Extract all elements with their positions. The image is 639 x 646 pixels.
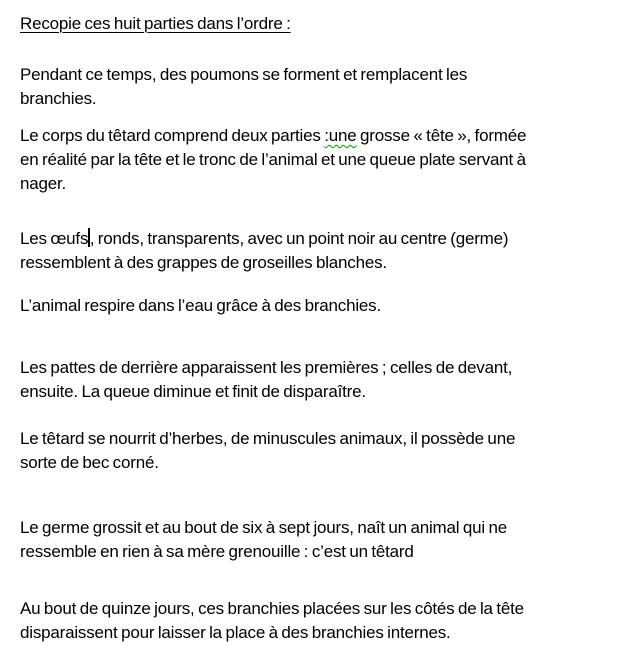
text-line[interactable]: disparaissent pour laisser la place à des branchies internes. xyxy=(20,623,451,642)
text-line[interactable]: en réalité par la tête et le tronc de l’animal et une queue plate servant à xyxy=(20,150,526,169)
grammar-flagged-text[interactable]: :une xyxy=(324,126,357,145)
text-line[interactable]: branchies. xyxy=(20,89,97,108)
paragraph-5[interactable] xyxy=(20,356,629,404)
text-line[interactable]: L’animal respire dans l’eau grâce à des branchies. xyxy=(20,296,382,315)
text-line[interactable]: ensuite. La queue diminue et finit de disparaître. xyxy=(20,382,366,401)
paragraph-3[interactable] xyxy=(20,227,629,275)
text-line[interactable]: Les pattes de derrière apparaissent les premières ; celles de devant, xyxy=(20,358,513,377)
text-segment[interactable]: , ronds, transparents, avec un point noir au centre (germe) xyxy=(89,229,509,248)
paragraph-1[interactable] xyxy=(20,63,629,111)
paragraph-7[interactable] xyxy=(20,516,629,564)
text-line[interactable]: Le têtard se nourrit d’herbes, de minuscules animaux, il possède une xyxy=(20,429,516,448)
text-line[interactable]: nager. xyxy=(20,174,67,193)
paragraph-4[interactable] xyxy=(20,294,629,318)
text-line[interactable]: ressemble en rien à sa mère grenouille : c’est un têtard xyxy=(20,542,414,561)
paragraph-2[interactable] xyxy=(20,124,629,196)
document-title[interactable]: Recopie ces huit parties dans l’ordre : xyxy=(20,14,291,33)
text-segment[interactable]: Le corps du têtard comprend deux parties xyxy=(20,126,325,145)
text-line[interactable] xyxy=(20,227,629,251)
text-segment[interactable]: grosse « tête », formée xyxy=(356,126,527,145)
text-line[interactable] xyxy=(20,124,629,148)
text-line[interactable]: ressemblent à des grappes de groseilles blanches. xyxy=(20,253,387,272)
paragraph-6[interactable] xyxy=(20,427,629,475)
text-line[interactable]: Le germe grossit et au bout de six à sept jours, naît un animal qui ne xyxy=(20,518,507,537)
text-line[interactable]: Pendant ce temps, des poumons se forment et remplacent les xyxy=(20,65,468,84)
text-line[interactable]: sorte de bec corné. xyxy=(20,453,159,472)
text-segment[interactable]: Les œufs xyxy=(20,229,89,248)
paragraph-8[interactable] xyxy=(20,597,629,645)
text-line[interactable]: Au bout de quinze jours, ces branchies placées sur les côtés de la tête xyxy=(20,599,524,618)
